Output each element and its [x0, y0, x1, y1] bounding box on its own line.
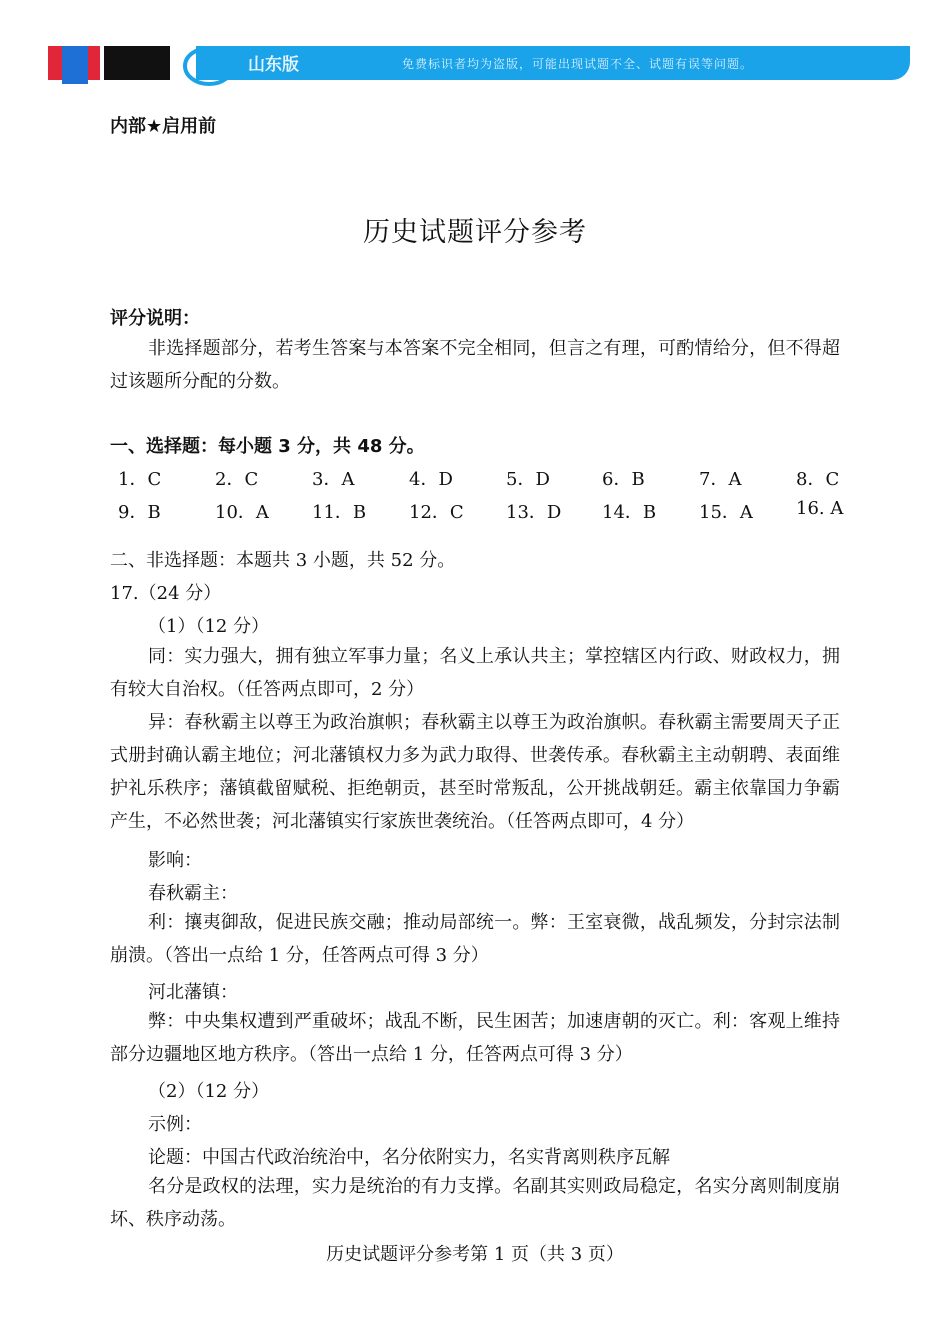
answer-13: 13．D	[506, 502, 562, 523]
q17-part1: （1）（12 分）	[148, 616, 270, 637]
answer-2: 2．C	[215, 469, 259, 490]
q17-topic: 论题：中国古代政治统治中，名分依附实力，名实背离则秩序瓦解	[148, 1147, 670, 1168]
answer-5: 5．D	[506, 469, 550, 490]
answer-3: 3．A	[312, 469, 355, 490]
answer-10: 10．A	[215, 502, 269, 523]
q17-diff: 异：春秋霸主以尊王为政治旗帜；春秋霸主以尊王为政治旗帜。春秋霸主需要周天子正式册封确认霸主地位；河北藩镇权力多为武力取得、世袭传承。春秋霸主主动朝聘、表面维护礼乐秩序；藩镇截留赋税、拒绝朝贡，甚至时常叛乱，公开挑战朝廷。霸主依靠国力争霸产生，不必然世袭；河北藩镇实行家族世袭统治。（任答两点即可，4 分）	[110, 712, 840, 832]
scoring-text: 非选择题部分，若考生答案与本答案不完全相同，但言之有理，可酌情给分，但不得超过该题所分配的分数。	[110, 338, 840, 392]
publisher-logo	[48, 46, 170, 80]
q17-hebei-text: 弊：中央集权遭到严重破坏；战乱不断，民生困苦；加速唐朝的灭亡。利：客观上维持部分边疆地区地方秩序。（答出一点给 1 分，任答两点可得 3 分）	[110, 1011, 840, 1065]
answer-row-1	[118, 465, 848, 489]
answer-16: 16. A	[796, 498, 844, 519]
q17-example: 示例：	[148, 1114, 202, 1135]
page-title: 历史试题评分参考	[363, 217, 587, 248]
banner-notice: 免费标识者均为盗版，可能出现试题不全、试题有误等问题。	[402, 57, 754, 71]
q17-part2: （2）（12 分）	[148, 1081, 270, 1102]
q17-hebei-label: 河北藩镇：	[148, 982, 238, 1003]
section1-heading: 一、选择题：每小题 3 分，共 48 分。	[110, 436, 425, 457]
header-banner	[0, 0, 950, 92]
answer-11: 11．B	[312, 502, 367, 523]
answer-4: 4．D	[409, 469, 453, 490]
q17-essay: 名分是政权的法理，实力是统治的有力支撑。名副其实则政局稳定，名实分离则制度崩坏、秩序动荡。	[110, 1176, 840, 1230]
q17-chunqiu-label: 春秋霸主：	[148, 883, 238, 904]
q17-same: 同：实力强大，拥有独立军事力量；名义上承认共主；掌控辖区内行政、财政权力，拥有较大自治权。（任答两点即可，2 分）	[110, 646, 840, 700]
answer-8: 8．C	[796, 469, 840, 490]
answer-6: 6．B	[602, 469, 645, 490]
secrecy-label: 内部★启用前	[110, 116, 217, 137]
page-footer: 历史试题评分参考第 1 页（共 3 页）	[326, 1244, 624, 1265]
q17-influence: 影响：	[148, 850, 202, 871]
question-17: 17.（24 分）	[110, 583, 222, 604]
answer-14: 14．B	[602, 502, 657, 523]
answer-15: 15．A	[699, 502, 753, 523]
answer-row-2	[118, 498, 848, 522]
answer-7: 7．A	[699, 469, 742, 490]
q17-chunqiu-text: 利：攘夷御敌，促进民族交融；推动局部统一。弊：王室衰微，战乱频发，分封宗法制崩溃。（答出一点给 1 分，任答两点可得 3 分）	[110, 912, 840, 966]
banner-title: 山东版	[248, 55, 299, 75]
scoring-label: 评分说明：	[110, 308, 200, 329]
answer-9: 9．B	[118, 502, 161, 523]
answer-12: 12．C	[409, 502, 464, 523]
section2-heading: 二、非选择题：本题共 3 小题，共 52 分。	[110, 550, 456, 571]
answer-1: 1．C	[118, 469, 162, 490]
